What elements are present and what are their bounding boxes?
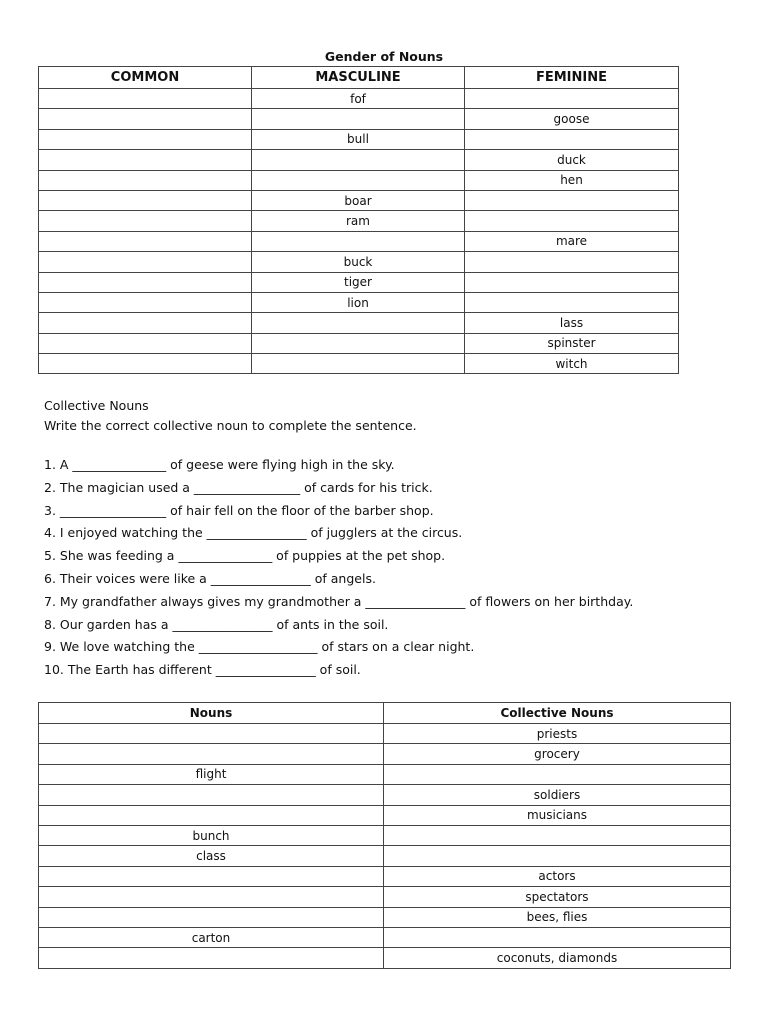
common-cell bbox=[39, 190, 252, 210]
collective-heading: Collective Nouns bbox=[44, 398, 149, 413]
noun-cell bbox=[39, 785, 384, 805]
header-common: COMMON bbox=[39, 67, 252, 89]
collective-noun-cell: bees, flies bbox=[384, 907, 731, 927]
table-row bbox=[39, 948, 731, 968]
collective-noun-cell: soldiers bbox=[384, 785, 731, 805]
noun-cell bbox=[39, 805, 384, 825]
table-row bbox=[39, 190, 679, 210]
collective-noun-cell bbox=[384, 764, 731, 784]
collective-noun-cell: actors bbox=[384, 866, 731, 886]
table-row bbox=[39, 292, 679, 312]
feminine-cell bbox=[465, 272, 679, 292]
feminine-cell bbox=[465, 211, 679, 231]
feminine-cell bbox=[465, 89, 679, 109]
feminine-cell: mare bbox=[465, 231, 679, 251]
noun-cell bbox=[39, 887, 384, 907]
common-cell bbox=[39, 333, 252, 353]
masculine-cell bbox=[252, 354, 465, 374]
gender-table bbox=[38, 66, 679, 374]
table-row bbox=[39, 109, 679, 129]
masculine-cell: fof bbox=[252, 89, 465, 109]
sentence-item: 10. The Earth has different ________________ of soil. bbox=[44, 662, 361, 678]
gender-table-header bbox=[39, 67, 679, 89]
noun-cell: carton bbox=[39, 927, 384, 947]
table-row bbox=[39, 805, 731, 825]
feminine-cell: goose bbox=[465, 109, 679, 129]
table-row bbox=[39, 333, 679, 353]
table-row bbox=[39, 825, 731, 845]
collective-noun-cell bbox=[384, 927, 731, 947]
table-row bbox=[39, 354, 679, 374]
masculine-cell: bull bbox=[252, 129, 465, 149]
table-row bbox=[39, 907, 731, 927]
table-row bbox=[39, 231, 679, 251]
common-cell bbox=[39, 150, 252, 170]
sentence-item: 5. She was feeding a _______________ of puppies at the pet shop. bbox=[44, 548, 446, 564]
common-cell bbox=[39, 272, 252, 292]
table-row bbox=[39, 785, 731, 805]
header-nouns: Nouns bbox=[39, 703, 384, 724]
header-masculine: MASCULINE bbox=[252, 67, 465, 89]
table-row bbox=[39, 313, 679, 333]
collective-noun-cell: musicians bbox=[384, 805, 731, 825]
table-row bbox=[39, 170, 679, 190]
sentence-item: 4. I enjoyed watching the ________________ of jugglers at the circus. bbox=[44, 525, 463, 541]
common-cell bbox=[39, 170, 252, 190]
sentence-item: 9. We love watching the ___________________ of stars on a clear night. bbox=[44, 639, 475, 655]
common-cell bbox=[39, 292, 252, 312]
feminine-cell bbox=[465, 129, 679, 149]
noun-cell: class bbox=[39, 846, 384, 866]
table-row bbox=[39, 211, 679, 231]
masculine-cell: tiger bbox=[252, 272, 465, 292]
noun-cell bbox=[39, 948, 384, 968]
common-cell bbox=[39, 313, 252, 333]
header-collective-nouns: Collective Nouns bbox=[384, 703, 731, 724]
masculine-cell: lion bbox=[252, 292, 465, 312]
feminine-cell: lass bbox=[465, 313, 679, 333]
masculine-cell bbox=[252, 333, 465, 353]
feminine-cell bbox=[465, 252, 679, 272]
collective-instruction: Write the correct collective noun to complete the sentence. bbox=[44, 418, 417, 433]
feminine-cell bbox=[465, 190, 679, 210]
common-cell bbox=[39, 109, 252, 129]
common-cell bbox=[39, 354, 252, 374]
noun-cell bbox=[39, 907, 384, 927]
feminine-cell: hen bbox=[465, 170, 679, 190]
table-row bbox=[39, 129, 679, 149]
masculine-cell bbox=[252, 313, 465, 333]
sentence-item: 1. A _______________ of geese were flying high in the sky. bbox=[44, 457, 395, 472]
table-row bbox=[39, 866, 731, 886]
collective-noun-cell: grocery bbox=[384, 744, 731, 764]
noun-cell bbox=[39, 866, 384, 886]
masculine-cell bbox=[252, 170, 465, 190]
common-cell bbox=[39, 129, 252, 149]
table-row bbox=[39, 744, 731, 764]
sentence-item: 3. _________________ of hair fell on the floor of the barber shop. bbox=[44, 502, 434, 518]
collective-section bbox=[44, 396, 417, 436]
masculine-cell bbox=[252, 109, 465, 129]
sentence-item: 8. Our garden has a ________________ of ants in the soil. bbox=[44, 616, 389, 632]
table-row bbox=[39, 272, 679, 292]
masculine-cell: boar bbox=[252, 190, 465, 210]
table-row bbox=[39, 252, 679, 272]
collective-table bbox=[38, 702, 731, 969]
common-cell bbox=[39, 231, 252, 251]
common-cell bbox=[39, 211, 252, 231]
table-row bbox=[39, 846, 731, 866]
collective-noun-cell: spectators bbox=[384, 887, 731, 907]
noun-cell: bunch bbox=[39, 825, 384, 845]
sentence-item: 6. Their voices were like a ________________ of angels. bbox=[44, 570, 376, 586]
table-row bbox=[39, 150, 679, 170]
masculine-cell: ram bbox=[252, 211, 465, 231]
collective-noun-cell bbox=[384, 825, 731, 845]
feminine-cell: duck bbox=[465, 150, 679, 170]
collective-noun-cell: coconuts, diamonds bbox=[384, 948, 731, 968]
feminine-cell bbox=[465, 292, 679, 312]
masculine-cell bbox=[252, 231, 465, 251]
header-feminine: FEMININE bbox=[465, 67, 679, 89]
noun-cell bbox=[39, 744, 384, 764]
table-row bbox=[39, 927, 731, 947]
collective-noun-cell bbox=[384, 846, 731, 866]
common-cell bbox=[39, 252, 252, 272]
table-row bbox=[39, 764, 731, 784]
masculine-cell bbox=[252, 150, 465, 170]
collective-table-header bbox=[39, 703, 731, 724]
sentence-item: 2. The magician used a _________________ of cards for his trick. bbox=[44, 479, 433, 495]
noun-cell: flight bbox=[39, 764, 384, 784]
masculine-cell: buck bbox=[252, 252, 465, 272]
collective-noun-cell: priests bbox=[384, 724, 731, 744]
feminine-cell: spinster bbox=[465, 333, 679, 353]
common-cell bbox=[39, 89, 252, 109]
sentence-list bbox=[44, 455, 633, 683]
table-row bbox=[39, 724, 731, 744]
table-row bbox=[39, 89, 679, 109]
table-row bbox=[39, 887, 731, 907]
page-title: Gender of Nouns bbox=[324, 49, 444, 64]
feminine-cell: witch bbox=[465, 354, 679, 374]
sentence-item: 7. My grandfather always gives my grandmother a ________________ of flowers on her birthday. bbox=[44, 593, 634, 609]
noun-cell bbox=[39, 724, 384, 744]
